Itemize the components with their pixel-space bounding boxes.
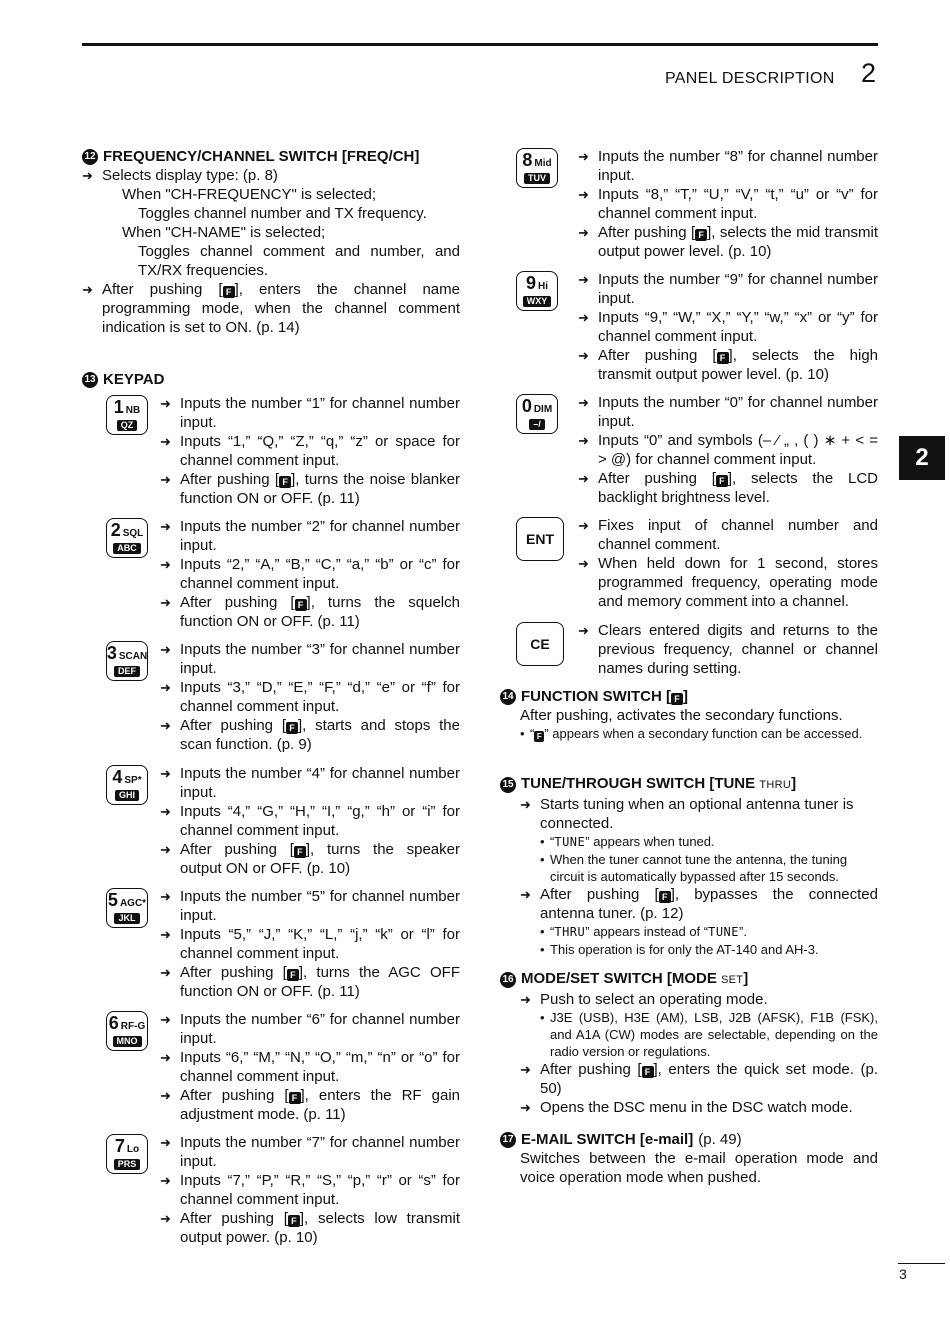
key-function-label: DIM: [533, 404, 553, 415]
email-switch-page-ref: (p. 49): [698, 1131, 742, 1148]
key-digit: 9: [525, 273, 536, 293]
key-function-label: SCAN: [118, 651, 148, 662]
key-desc-line: [578, 223, 878, 261]
key-4-description: [160, 764, 460, 878]
key-desc-line: [160, 593, 460, 631]
freq-ch-heading: [82, 147, 460, 166]
tune-switch-section: [500, 774, 878, 958]
key-7-row: [106, 1133, 460, 1247]
function-switch-title: [521, 687, 688, 706]
key-ce-row: [516, 621, 878, 678]
key-desc-line: ➜ Inputs the number “6” for channel number input.: [160, 1010, 460, 1048]
key-desc-line: ➜ Inputs “8,” “T,” “U,” “V,” “t,” “u” or “v” for channel comment input.: [578, 185, 878, 223]
text-part: ”.: [739, 924, 747, 939]
text-part: ], turns the AGC OFF function ON or OFF. (p. 11): [180, 964, 460, 1000]
text-part: ], enters the RF gain adjustment mode. (p. 11): [180, 1087, 460, 1123]
key-alpha-label: PRS: [114, 1159, 141, 1170]
key-function-label: RF-G: [120, 1021, 146, 1032]
text-part: ], enters the quick set mode. (p. 50): [540, 1061, 878, 1097]
key-6-button[interactable]: [106, 1011, 148, 1051]
text-part: After pushing [: [180, 717, 287, 734]
key-desc-line: ➜ Inputs “7,” “P,” “R,” “S,” “p,” “r” or “s” for channel comment input.: [160, 1171, 460, 1209]
key-desc-line: [160, 840, 460, 878]
text-part: After pushing [: [180, 594, 295, 611]
text-part: ], selects the mid transmit output power level. (p. 10): [598, 224, 878, 260]
tune-switch-title: [521, 774, 796, 795]
text-part: ]: [791, 775, 797, 792]
key-8-button[interactable]: [516, 148, 558, 188]
tune-switch-bullet: • When the tuner cannot tune the antenna, the tuning circuit is automatically bypassed after 15 seconds.: [540, 851, 878, 885]
key-digit: 3: [106, 643, 117, 663]
mode-switch-line: ➜ Push to select an operating mode.: [520, 990, 878, 1009]
text-part: ], selects the high transmit output power level. (p. 10): [598, 347, 878, 383]
key-4-row: [106, 764, 460, 878]
text-part: ” appears when tuned.: [585, 834, 715, 849]
text-part: After pushing [: [598, 470, 716, 487]
key-desc-line: ➜ When held down for 1 second, stores programmed frequency, operating mode and memory comment into a channel.: [578, 554, 878, 611]
key-function-label: AGC*: [119, 898, 147, 909]
f-key-icon: F: [288, 1215, 300, 1227]
text-part: After pushing [: [598, 224, 696, 241]
key-digit: 6: [108, 1013, 119, 1033]
key-3-button[interactable]: [106, 641, 148, 681]
text-part: ” appears instead of “: [585, 924, 709, 939]
key-5-description: [160, 887, 460, 1001]
lcd-text: THRU: [554, 925, 586, 939]
key-desc-line: ➜ Inputs the number “4” for channel number input.: [160, 764, 460, 802]
key-desc-line: [578, 469, 878, 507]
text-part: ], turns the noise blanker function ON or OFF. (p. 11): [180, 471, 460, 507]
text-part: After pushing [: [180, 1210, 288, 1227]
text-part: After pushing [: [598, 347, 717, 364]
f-key-icon: F: [223, 286, 235, 298]
mode-switch-bullet: • J3E (USB), H3E (AM), LSB, J2B (AFSK), F1B (FSK), and A1A (CW) modes are selectable, depending on the radio version or regulations.: [540, 1009, 878, 1060]
key-desc-line: ➜ Inputs the number “1” for channel number input.: [160, 394, 460, 432]
email-switch-line: Switches between the e-mail operation mode and voice operation mode when pushed.: [520, 1150, 878, 1186]
keypad-title: KEYPAD: [103, 371, 165, 388]
text-part: After pushing [: [180, 1087, 289, 1104]
f-key-icon: F: [671, 693, 683, 705]
freq-ch-title: FREQUENCY/CHANNEL SWITCH [FREQ/CH]: [103, 148, 420, 165]
mode-switch-line: ➜ Opens the DSC menu in the DSC watch mode.: [520, 1098, 878, 1117]
f-key-icon: F: [295, 599, 307, 611]
key-1-button[interactable]: [106, 395, 148, 435]
ent-key-button[interactable]: ENT: [516, 517, 564, 561]
key-alpha-label: GHI: [115, 790, 139, 801]
key-2-row: [106, 517, 460, 631]
tune-switch-bullet: • This operation is for only the AT-140 and AH-3.: [540, 941, 878, 958]
key-function-label: NB: [125, 405, 141, 416]
key-desc-line: ➜ Inputs the number “0” for channel number input.: [578, 393, 878, 431]
lcd-text: TUNE: [708, 925, 740, 939]
f-key-icon: F: [642, 1066, 654, 1078]
text-part: ” appears when a secondary function can be accessed.: [544, 726, 863, 741]
key-0-button[interactable]: [516, 394, 558, 434]
key-0-description: [578, 393, 878, 507]
footer-rule: [898, 1263, 945, 1264]
header-title: PANEL DESCRIPTION: [665, 70, 835, 87]
key-desc-line: ➜ Inputs “0” and symbols (– ⁄ „ , ( ) ∗ + < = > @) for channel comment input.: [578, 431, 878, 469]
ent-key-description: [578, 516, 878, 611]
key-alpha-label: MNO: [113, 1036, 142, 1047]
tune-switch-heading: [500, 774, 878, 795]
key-desc-line: [160, 1086, 460, 1124]
keypad-section: [82, 370, 164, 389]
section-number-badge: 12: [82, 149, 98, 165]
key-desc-line: ➜ Fixes input of channel number and channel comment.: [578, 516, 878, 554]
f-key-icon: F: [695, 229, 707, 241]
header-chapter-number: 2: [861, 58, 877, 88]
function-switch-heading: [500, 687, 878, 706]
key-desc-line: ➜ Inputs the number “3” for channel number input.: [160, 640, 460, 678]
key-digit: 2: [110, 520, 121, 540]
section-number-badge: 15: [500, 777, 516, 793]
key-5-row: [106, 887, 460, 1001]
text-part: After pushing [: [540, 886, 659, 903]
key-2-button[interactable]: [106, 518, 148, 558]
key-function-label: Hi: [538, 281, 548, 292]
text-part: FUNCTION SWITCH [: [521, 688, 671, 705]
key-1-row: [106, 394, 460, 508]
key-3-row: [106, 640, 460, 754]
key-0-row: [516, 393, 878, 507]
key-9-button[interactable]: [516, 271, 558, 311]
text-part: “: [550, 834, 555, 849]
ce-key-description: [578, 621, 878, 678]
key-desc-line: ➜ Inputs the number “5” for channel number input.: [160, 887, 460, 925]
key-desc-line: [578, 346, 878, 384]
mode-switch-title: [521, 969, 748, 990]
tune-switch-line: [520, 885, 878, 923]
key-function-label: SP*: [124, 775, 142, 786]
key-digit: 1: [113, 397, 124, 417]
key-alpha-label: ABC: [113, 543, 141, 554]
keypad-heading: [82, 370, 164, 389]
text-part: “: [530, 726, 535, 741]
top-rule: [82, 43, 878, 46]
email-switch-title: E-MAIL SWITCH [e-mail]: [521, 1131, 694, 1148]
key-alpha-label: –/: [529, 419, 545, 430]
f-key-icon: F: [294, 846, 306, 858]
text-part: After pushing [: [180, 841, 294, 858]
mode-switch-section: [500, 969, 878, 1117]
tune-switch-bullet: [540, 923, 878, 941]
key-alpha-label: WXY: [523, 296, 552, 307]
key-desc-line: ➜ Inputs the number “9” for channel number input.: [578, 270, 878, 308]
text-part: ], bypasses the connected antenna tuner. (p. 12): [540, 886, 878, 922]
text-part: ], selects the LCD backlight brightness level.: [598, 470, 878, 506]
mode-switch-heading: [500, 969, 878, 990]
key-function-label: Lo: [126, 1144, 140, 1155]
text-part: After pushing [: [180, 964, 287, 981]
page-number: 3: [899, 1266, 907, 1282]
text-part: ]: [743, 970, 749, 987]
text-part: After pushing [: [180, 471, 280, 488]
key-4-button[interactable]: [106, 765, 148, 805]
text-part: ], starts and stops the scan function. (p. 9): [180, 717, 460, 753]
email-switch-heading: [500, 1130, 878, 1149]
key-desc-line: ➜ Inputs the number “7” for channel number input.: [160, 1133, 460, 1171]
text-part: THRU: [759, 779, 792, 791]
freq-ch-item-3: Toggles channel number and TX frequency.: [138, 205, 427, 222]
key-desc-line: ➜ Inputs the number “2” for channel number input.: [160, 517, 460, 555]
mode-switch-line: [520, 1060, 878, 1098]
key-desc-line: ➜ Inputs “3,” “D,” “E,” “F,” “d,” “e” or “f” for channel comment input.: [160, 678, 460, 716]
f-key-icon: F: [286, 722, 298, 734]
text-part: ], turns the speaker output ON or OFF. (p. 10): [180, 841, 460, 877]
freq-ch-item-6: [82, 280, 460, 337]
text-part: MODE/SET SWITCH [MODE: [521, 970, 721, 987]
ce-key-button[interactable]: CE: [516, 622, 564, 666]
key-desc-line: ➜ Clears entered digits and returns to the previous frequency, channel or channel names during setting.: [578, 621, 878, 678]
f-indicator-icon: F: [534, 731, 544, 742]
section-number-badge: 17: [500, 1132, 516, 1148]
key-9-description: [578, 270, 878, 384]
key-desc-line: ➜ Inputs “9,” “W,” “X,” “Y,” “w,” “x” or “y” for channel comment input.: [578, 308, 878, 346]
text-part: SET: [721, 974, 744, 986]
key-desc-line: [160, 716, 460, 754]
section-number-badge: 14: [500, 689, 516, 705]
key-desc-line: ➜ Inputs “1,” “Q,” “Z,” “q,” “z” or space for channel comment input.: [160, 432, 460, 470]
key-desc-line: [160, 470, 460, 508]
text-part: “: [550, 924, 555, 939]
text-part: ], selects low transmit output power. (p. 10): [180, 1210, 460, 1246]
text-part: TUNE/THROUGH SWITCH [TUNE: [521, 775, 760, 792]
key-function-label: SQL: [122, 528, 144, 539]
email-switch-section: [500, 1130, 878, 1187]
key-2-description: [160, 517, 460, 631]
text-part: After pushing [: [540, 1061, 642, 1078]
f-key-icon: F: [289, 1092, 301, 1104]
freq-ch-item-4: When "CH-NAME" is selected;: [122, 224, 326, 241]
lcd-text: TUNE: [554, 835, 586, 849]
key-1-description: [160, 394, 460, 508]
key-ent-row: [516, 516, 878, 611]
key-desc-line: ➜ Inputs “4,” “G,” “H,” “I,” “g,” “h” or “i” for channel comment input.: [160, 802, 460, 840]
f-key-icon: F: [659, 891, 671, 903]
freq-ch-item-1: ➜ Selects display type: (p. 8): [82, 166, 460, 185]
key-7-button[interactable]: [106, 1134, 148, 1174]
key-alpha-label: DEF: [114, 666, 140, 677]
key-digit: 0: [521, 396, 532, 416]
function-switch-line: After pushing, activates the secondary functions.: [520, 707, 843, 724]
freq-ch-item-2: When "CH-FREQUENCY" is selected;: [122, 186, 377, 203]
freq-ch-item-5: Toggles channel comment and number, and TX/RX frequencies.: [138, 243, 460, 279]
key-5-button[interactable]: [106, 888, 148, 928]
text-part: ], turns the squelch function ON or OFF. (p. 11): [180, 594, 460, 630]
key-digit: 7: [114, 1136, 125, 1156]
f-key-icon: F: [716, 475, 728, 487]
tune-switch-bullet: [540, 833, 878, 851]
key-desc-line: ➜ Inputs the number “8” for channel number input.: [578, 147, 878, 185]
key-function-label: Mid: [534, 158, 552, 169]
key-digit: 4: [112, 767, 123, 787]
chapter-tab: 2: [899, 436, 945, 480]
key-3-description: [160, 640, 460, 754]
key-desc-line: ➜ Inputs “2,” “A,” “B,” “C,” “a,” “b” or “c” for channel comment input.: [160, 555, 460, 593]
section-number-badge: 16: [500, 972, 516, 988]
key-7-description: [160, 1133, 460, 1247]
key-alpha-label: TUV: [524, 173, 550, 184]
key-desc-line: [160, 963, 460, 1001]
f-key-icon: F: [279, 476, 291, 488]
f-key-icon: F: [717, 352, 729, 364]
tune-switch-line: ➜ Starts tuning when an optional antenna tuner is connected.: [520, 795, 878, 833]
text-part: After pushing [: [102, 281, 223, 298]
section-number-badge: 13: [82, 372, 98, 388]
key-digit: 8: [522, 150, 533, 170]
key-8-row: [516, 147, 878, 261]
key-alpha-label: QZ: [117, 420, 138, 431]
key-9-row: [516, 270, 878, 384]
key-desc-line: [160, 1209, 460, 1247]
text-part: ]: [682, 688, 688, 705]
key-6-row: [106, 1010, 460, 1124]
key-6-description: [160, 1010, 460, 1124]
freq-ch-section: [82, 147, 460, 337]
text-part: ], enters the channel name programming mode, when the channel comment indication is set to ON. (p. 14): [102, 281, 460, 336]
f-key-icon: F: [287, 969, 299, 981]
function-switch-section: [500, 687, 878, 742]
key-desc-line: ➜ Inputs “5,” “J,” “K,” “L,” “j,” “k” or “l” for channel comment input.: [160, 925, 460, 963]
key-desc-line: ➜ Inputs “6,” “M,” “N,” “O,” “m,” “n” or “o” for channel comment input.: [160, 1048, 460, 1086]
key-alpha-label: JKL: [114, 913, 139, 924]
key-digit: 5: [107, 890, 118, 910]
key-8-description: [578, 147, 878, 261]
function-switch-bullet: [520, 725, 878, 742]
